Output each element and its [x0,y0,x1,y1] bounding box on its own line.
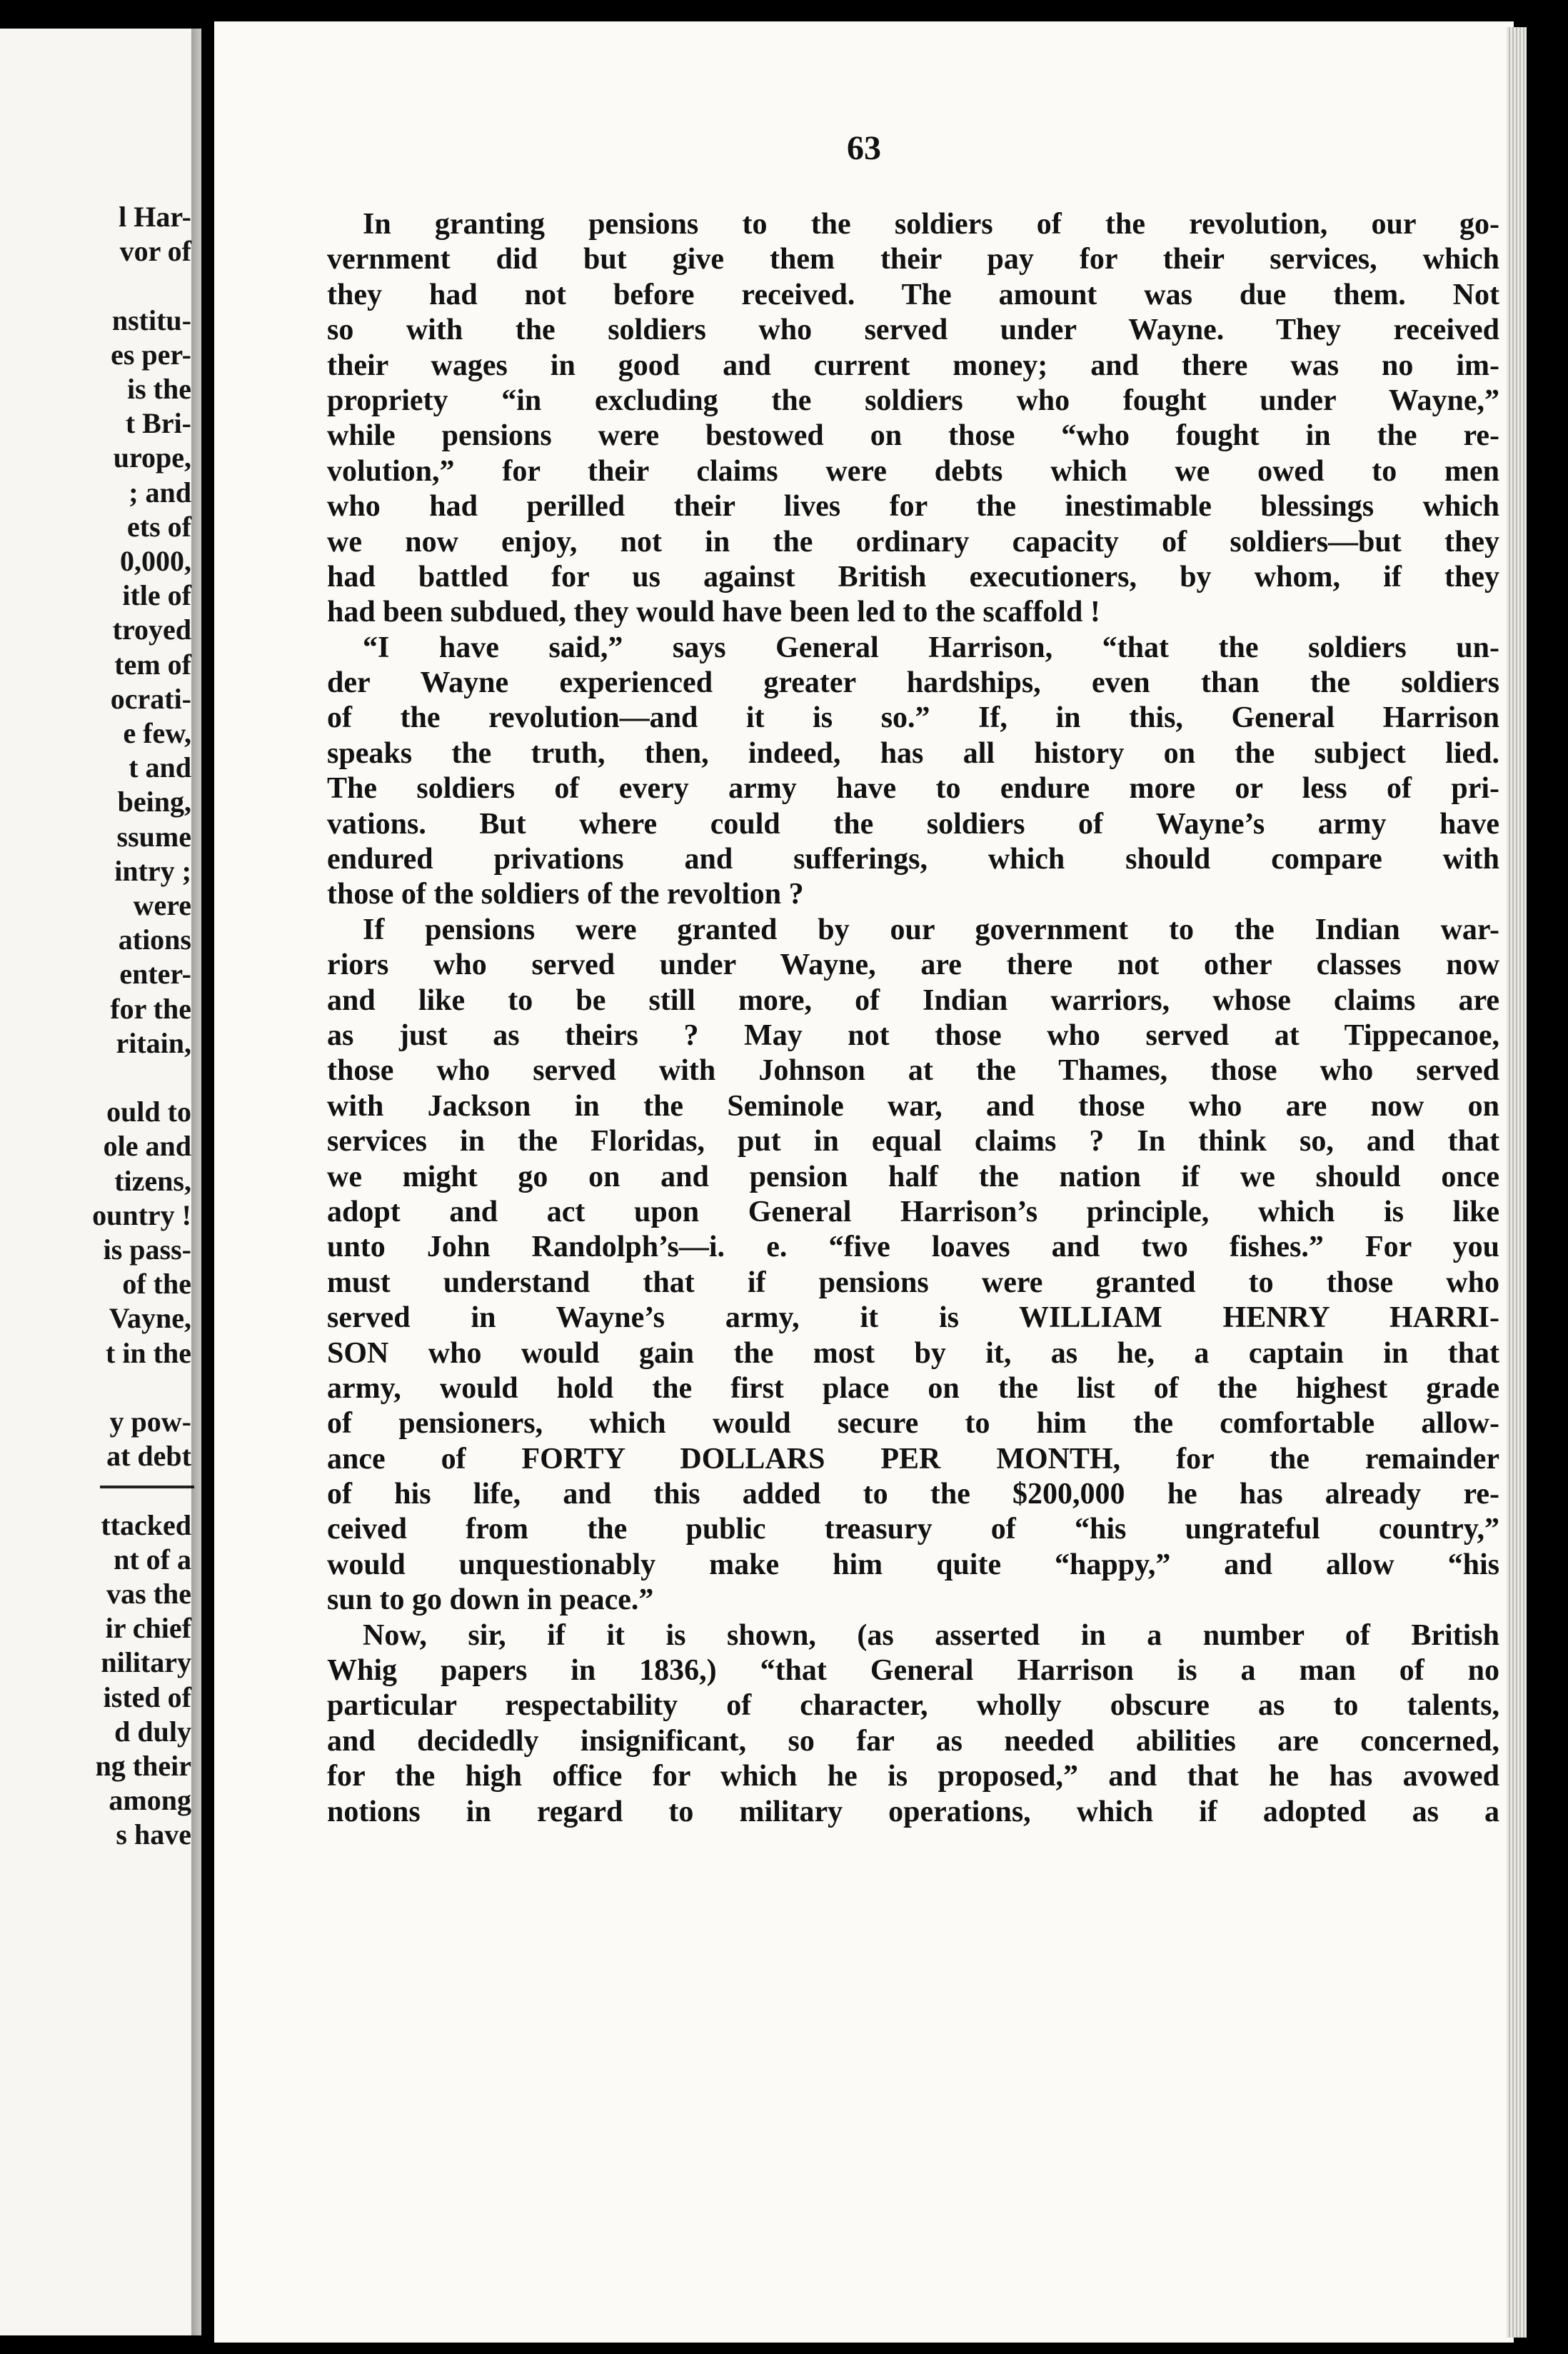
text-line: would unquestionably make him quite “happy,” and allow “his [327,1548,1499,1581]
left-page-fragment: tem of [114,648,191,681]
text-line: we now enjoy, not in the ordinary capacity of soldiers—but they [327,525,1499,559]
text-line: while pensions were bestowed on those “who fought in the re- [327,419,1499,453]
left-page-fragment: ountry ! [92,1198,191,1231]
text-line: In granting pensions to the soldiers of the revolution, our go- [363,208,1499,241]
text-line: of the revolution—and it is so.” If, in this, General Harrison [327,701,1499,735]
text-line: had been subdued, they would have been led to the scaffold ! [327,596,1100,629]
left-page-fragment: ir chief [105,1612,191,1645]
left-page-fragment: e few, [123,717,191,749]
left-page-fragment: nstitu- [111,304,191,336]
left-page-fragment: intry ; [114,854,191,887]
text-line: volution,” for their claims were debts which we owed to men [327,454,1499,488]
text-line: If pensions were granted by our government to the Indian war- [363,913,1499,946]
text-line: unto John Randolph’s—i. e. “five loaves and two fishes.” For you [327,1231,1499,1264]
left-page-fragment: es per- [111,338,191,371]
text-line: SON who would gain the most by it, as he, a captain in that [327,1336,1499,1370]
page-stack-edge [1507,27,1527,2338]
text-line: notions in regard to military operations, which if adopted as a [327,1795,1499,1828]
text-line: ceived from the public treasury of “his ungrateful country,” [327,1513,1499,1546]
body-text [327,207,1499,1830]
text-line: The soldiers of every army have to endure more or less of pri- [327,772,1499,806]
page-number: 63 [847,129,881,167]
left-page-fragment: were [133,889,191,921]
left-page-fragment: enter- [119,958,191,991]
text-line: endured privations and sufferings, which should compare with [327,843,1499,876]
text-line: of pensioners, which would secure to him the comfortable allow- [327,1407,1499,1441]
left-page-fragment: at debt [106,1440,191,1473]
left-page-fragment: t in the [106,1336,191,1369]
left-page-fragment: is the [127,373,191,405]
left-page-fragment: y pow- [109,1406,191,1438]
left-page-fragment: ocrati- [110,682,191,715]
left-facing-page [0,29,201,2335]
text-line: particular respectability of character, wholly obscure as to talents, [327,1689,1499,1723]
left-page-fragment: ng their [95,1750,191,1782]
text-line: Now, sir, if it is shown, (as asserted in a number of British [363,1618,1499,1652]
left-page-fragment: tizens, [114,1164,191,1197]
text-line: and decidedly insignificant, so far as needed abilities are concerned, [327,1724,1499,1758]
text-line: their wages in good and current money; and there was no im- [327,349,1499,382]
left-page-fragment: ations [118,923,191,956]
text-line: speaks the truth, then, indeed, has all history on the subject lied. [327,736,1499,770]
left-page-fragment: itle of [122,579,191,612]
text-line: we might go on and pension half the nation if we should once [327,1160,1499,1193]
text-line: as just as theirs ? May not those who served at Tippecanoe, [327,1018,1499,1052]
text-line: vations. But where could the soldiers of Wayne’s army have [327,807,1499,841]
left-page-fragment: ets of [127,510,191,543]
left-page-fragment: d duly [114,1715,191,1748]
text-line: ance of FORTY DOLLARS PER MONTH, for the remainder [327,1442,1499,1476]
text-line: adopt and act upon General Harrison’s principle, which is like [327,1195,1499,1228]
text-line: served in Wayne’s army, it is WILLIAM HENRY HARRI- [327,1301,1499,1335]
left-page-fragment: being, [117,786,191,818]
gutter-shadow [191,29,213,2335]
left-page-fragment: urope, [113,441,191,474]
text-line: army, would hold the first place on the list of the highest grade [327,1371,1499,1405]
main-page [214,21,1514,2343]
left-page-fragment: for the [110,992,191,1025]
text-line: with Jackson in the Seminole war, and those who are now on [327,1089,1499,1123]
left-page-fragment: ttacked [101,1508,191,1541]
left-page-fragment: of the [122,1268,191,1301]
left-page-fragment: isted of [103,1681,191,1713]
left-page-fragment: ole and [103,1130,191,1163]
text-line: propriety “in excluding the soldiers who fought under Wayne,” [327,384,1499,417]
left-page-fragment: t Bri- [125,407,191,440]
left-page-fragment: vas the [106,1578,191,1610]
left-page-fragment: vor of [119,235,191,268]
left-page-fragment: l Har- [119,201,191,233]
left-page-fragment: troyed [112,613,191,646]
text-line: Whig papers in 1836,) “that General Harrison is a man of no [327,1654,1499,1688]
text-line: and like to be still more, of Indian warriors, whose claims are [327,983,1499,1017]
text-line: those who served with Johnson at the Thames, those who served [327,1054,1499,1088]
text-line: services in the Floridas, put in equal claims ? In think so, and that [327,1125,1499,1158]
text-line: riors who served under Wayne, are there not other classes now [327,948,1499,982]
left-page-fragment: nt of a [114,1543,191,1576]
text-line: vernment did but give them their pay for their services, which [327,243,1499,276]
left-page-fragment: is pass- [103,1233,191,1266]
text-line: for the high office for which he is proposed,” and that he has avowed [327,1760,1499,1793]
left-page-fragment: Vayne, [109,1302,191,1335]
left-page-fragment: ; and [129,476,191,509]
left-page-fragment: nilitary [101,1646,191,1679]
left-page-fragment: ould to [106,1096,191,1128]
text-line: of his life, and this added to the $200,000 he has already re- [327,1478,1499,1511]
text-line: had battled for us against British executioners, by whom, if they [327,560,1499,593]
left-page-fragment: s have [116,1818,191,1851]
text-line: must understand that if pensions were granted to those who [327,1266,1499,1299]
text-line: they had not before received. The amount was due them. Not [327,278,1499,311]
left-page-fragment: ritain, [116,1026,191,1059]
left-page-fragment: ssume [116,820,191,853]
left-page-fragment: 0,000, [120,545,191,577]
text-line: der Wayne experienced greater hardships, even than the soldiers [327,666,1499,700]
text-line: who had perilled their lives for the inestimable blessings which [327,490,1499,524]
text-line: sun to go down in peace.” [327,1583,654,1617]
text-line: “I have said,” says General Harrison, “that the soldiers un- [363,631,1499,664]
text-line: those of the soldiers of the revoltion ? [327,878,804,911]
left-page-rule [100,1486,194,1488]
left-page-fragment: t and [129,751,191,784]
left-page-fragment: among [109,1784,191,1817]
text-line: so with the soldiers who served under Wayne. They received [327,314,1499,347]
